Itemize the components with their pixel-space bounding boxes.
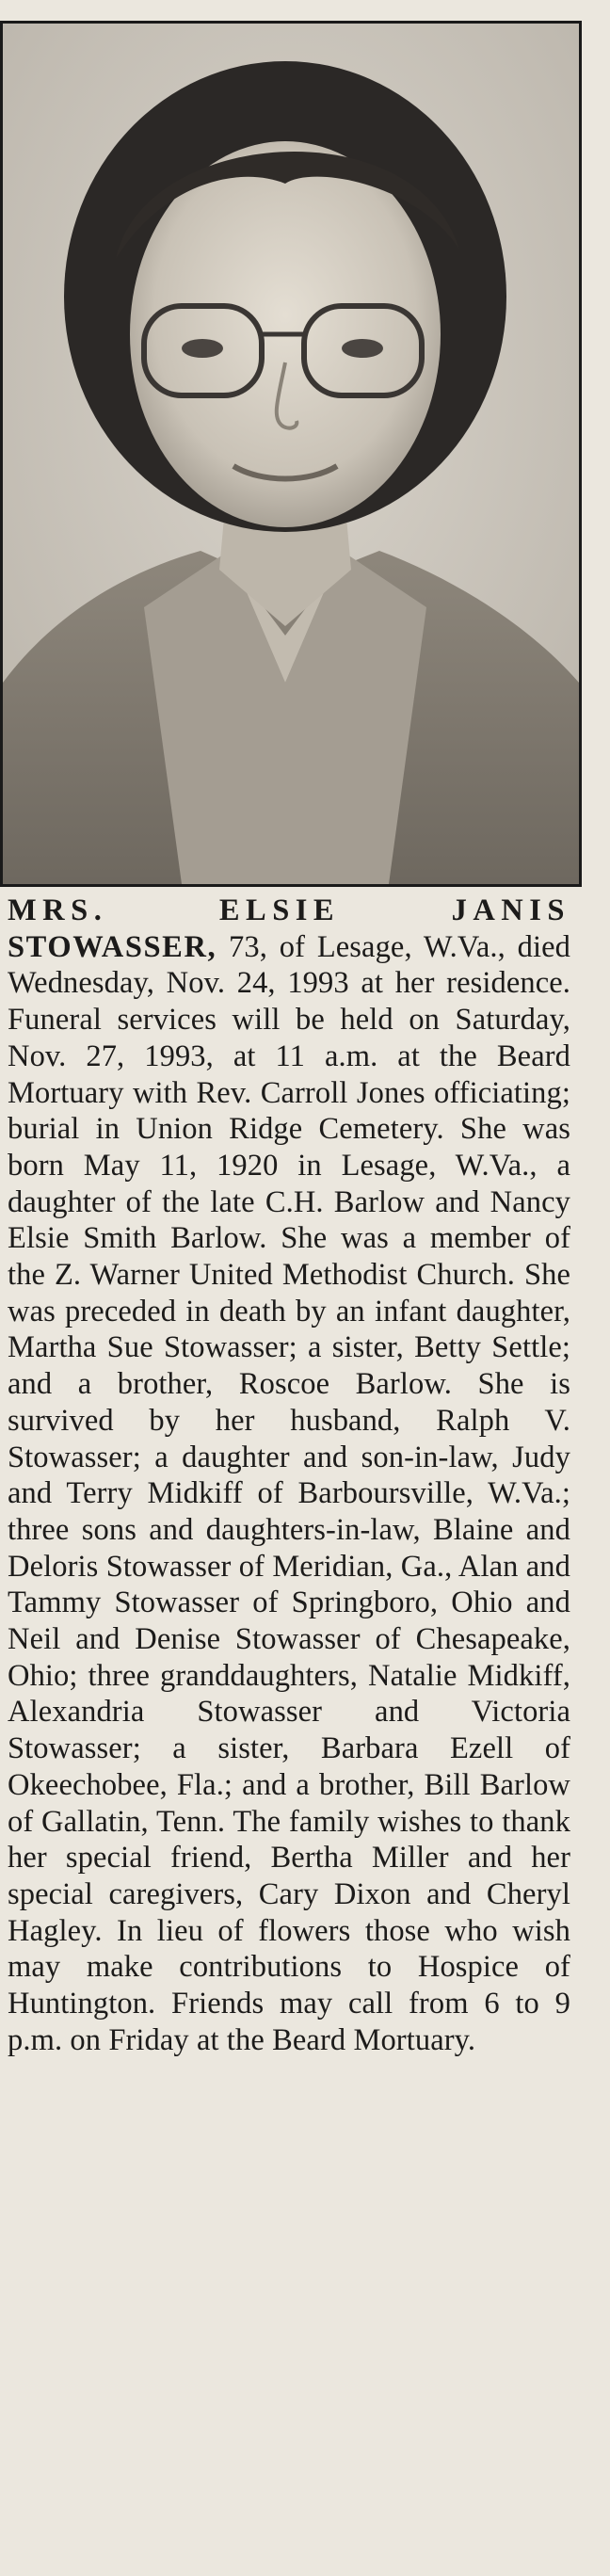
obituary-name-line1: MRS. ELSIE JANIS [8,894,570,927]
obituary-name-line2: STOWASSER, [8,929,217,964]
portrait-image [3,24,579,884]
portrait-photo [0,21,582,887]
obituary-body: 73, of Lesage, W.Va., died Wednesday, Nov. 24, 1993 at her residence. Funeral services will be held on Saturday, Nov. 27, 1993, at 11 a.m. at the Beard Mortuary with Rev. Carroll Jones officiating; burial in Union Ridge Cemetery. She was born May 11, 1920 in Lesage, W.Va., a daughter of the late C.H. Barlow and Nancy Elsie Smith Barlow. She was a member of the Z. Warner United Methodist Church. She was preceded in death by an infant daughter, Martha Sue Stowasser; a sister, Betty Settle; and a brother, Roscoe Barlow. She is survived by her husband, Ralph V. Stowasser; a daughter and son-in-law, Judy and Terry Midkiff of Barboursville, W.Va.; three sons and daughters-in-law, Blaine and Deloris Stowasser of Meridian, Ga., Alan and Tammy Stowasser of Springboro, Ohio and Neil and Denise Stowasser of Chesapeake, Ohio; three granddaughters, Natalie Midkiff, Alexandria Stowasser and Victoria Stowasser; a sister, Barbara Ezell of Okeechobee, Fla.; and a brother, Bill Barlow of Gallatin, Tenn. The family wishes to thank her special friend, Bertha Miller and her special caregivers, Cary Dixon and Cheryl Hagley. In lieu of flowers those who wish may make contributions to Hospice of Huntington. Friends may call from 6 to 9 p.m. on Friday at the Beard Mortuary. [8,929,570,2057]
obituary-text [8,893,570,2059]
